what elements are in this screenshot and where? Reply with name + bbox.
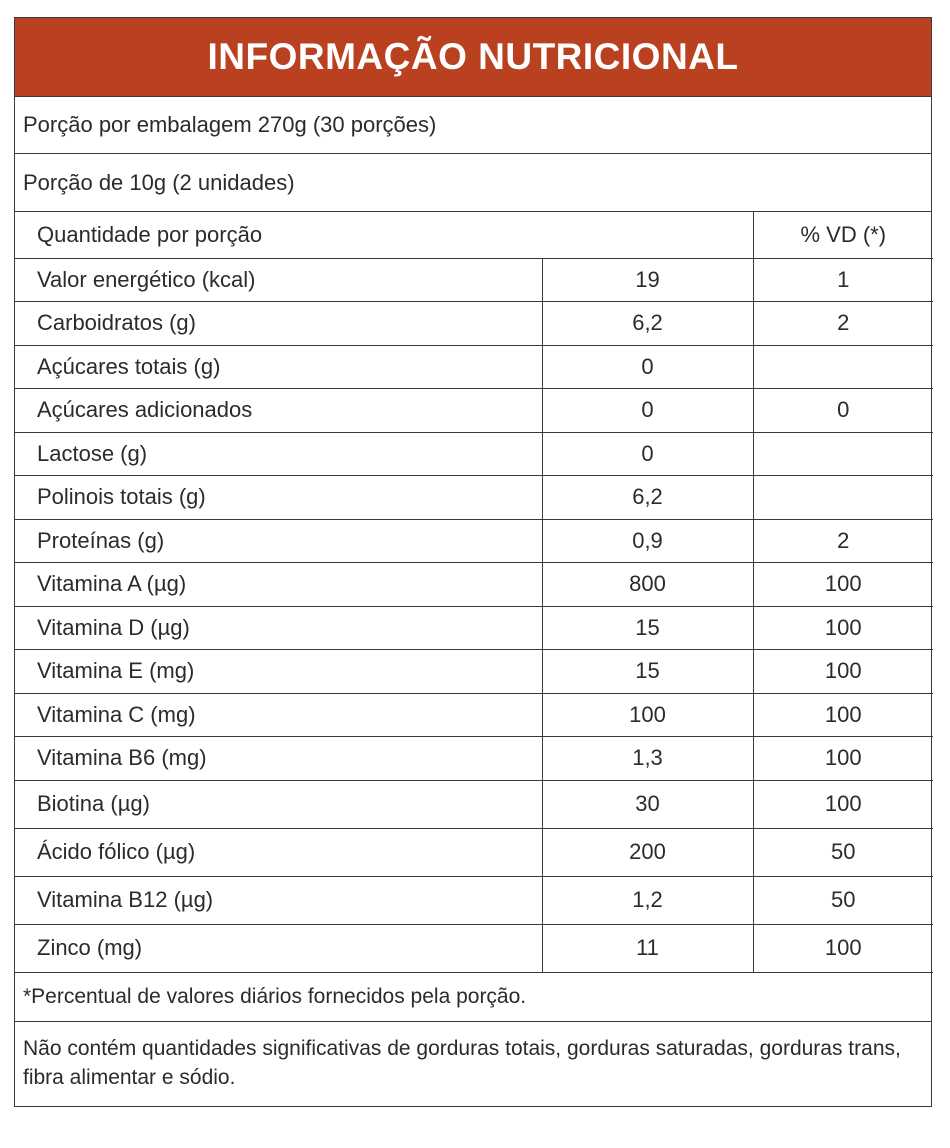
table-row <box>15 737 933 781</box>
vd-header: % VD (*) <box>753 212 933 258</box>
nutrition-title: INFORMAÇÃO NUTRICIONAL <box>15 18 931 97</box>
footnote: *Percentual de valores diários fornecidos pela porção. <box>15 973 931 1022</box>
not-significant-note: Não contém quantidades significativas de gorduras totais, gorduras saturadas, gorduras trans, fibra alimentar e sódio. <box>23 1036 901 1089</box>
nutrient-vd <box>753 345 933 389</box>
nutrient-value: 100 <box>542 693 753 737</box>
nutrient-label: Lactose (g) <box>15 432 542 476</box>
nutrient-label: Ácido fólico (µg) <box>15 828 542 876</box>
nutrient-label: Açúcares adicionados <box>15 389 542 433</box>
nutrient-vd: 100 <box>753 650 933 694</box>
nutrient-value: 11 <box>542 924 753 972</box>
nutrient-vd: 100 <box>753 737 933 781</box>
nutrient-value: 30 <box>542 780 753 828</box>
nutrient-label: Proteínas (g) <box>15 519 542 563</box>
table-row <box>15 828 933 876</box>
table-row <box>15 650 933 694</box>
nutrient-value: 6,2 <box>542 476 753 520</box>
nutrient-label: Açúcares totais (g) <box>15 345 542 389</box>
nutrition-facts-panel <box>14 17 932 1107</box>
table-header-row <box>15 212 933 258</box>
nutrient-vd: 2 <box>753 302 933 346</box>
table-row <box>15 563 933 607</box>
nutrient-label: Vitamina D (µg) <box>15 606 542 650</box>
quantity-header: Quantidade por porção <box>15 212 753 258</box>
table-row <box>15 924 933 972</box>
nutrient-value: 15 <box>542 650 753 694</box>
portion-size: Porção de 10g (2 unidades) <box>15 154 931 212</box>
nutrient-vd: 50 <box>753 828 933 876</box>
table-row <box>15 876 933 924</box>
nutrient-value: 0,9 <box>542 519 753 563</box>
nutrient-value: 800 <box>542 563 753 607</box>
nutrient-label: Vitamina C (mg) <box>15 693 542 737</box>
table-row <box>15 302 933 346</box>
nutrient-value: 0 <box>542 389 753 433</box>
nutrition-table <box>15 212 933 973</box>
nutrient-vd <box>753 476 933 520</box>
nutrient-vd: 0 <box>753 389 933 433</box>
nutrient-label: Polinois totais (g) <box>15 476 542 520</box>
nutrient-label: Vitamina B12 (µg) <box>15 876 542 924</box>
nutrient-value: 6,2 <box>542 302 753 346</box>
nutrient-vd <box>753 432 933 476</box>
nutrient-vd: 100 <box>753 693 933 737</box>
nutrient-label: Carboidratos (g) <box>15 302 542 346</box>
nutrient-label: Valor energético (kcal) <box>15 258 542 302</box>
nutrient-value: 200 <box>542 828 753 876</box>
nutrient-label: Biotina (µg) <box>15 780 542 828</box>
nutrient-label: Vitamina B6 (mg) <box>15 737 542 781</box>
nutrient-vd: 100 <box>753 780 933 828</box>
table-row <box>15 519 933 563</box>
table-row <box>15 780 933 828</box>
nutrient-vd: 100 <box>753 606 933 650</box>
table-row <box>15 432 933 476</box>
servings-per-package: Porção por embalagem 270g (30 porções) <box>15 97 931 154</box>
table-row <box>15 693 933 737</box>
nutrient-value: 0 <box>542 432 753 476</box>
nutrient-vd: 100 <box>753 563 933 607</box>
nutrient-vd: 2 <box>753 519 933 563</box>
table-row <box>15 476 933 520</box>
nutrient-label: Vitamina A (µg) <box>15 563 542 607</box>
table-row <box>15 389 933 433</box>
nutrient-value: 1,2 <box>542 876 753 924</box>
nutrient-vd: 1 <box>753 258 933 302</box>
nutrient-value: 19 <box>542 258 753 302</box>
table-row <box>15 606 933 650</box>
table-row <box>15 345 933 389</box>
nutrient-label: Vitamina E (mg) <box>15 650 542 694</box>
nutrient-value: 1,3 <box>542 737 753 781</box>
nutrient-vd: 50 <box>753 876 933 924</box>
nutrient-vd: 100 <box>753 924 933 972</box>
nutrient-label: Zinco (mg) <box>15 924 542 972</box>
table-row <box>15 258 933 302</box>
nutrient-value: 0 <box>542 345 753 389</box>
nutrient-value: 15 <box>542 606 753 650</box>
